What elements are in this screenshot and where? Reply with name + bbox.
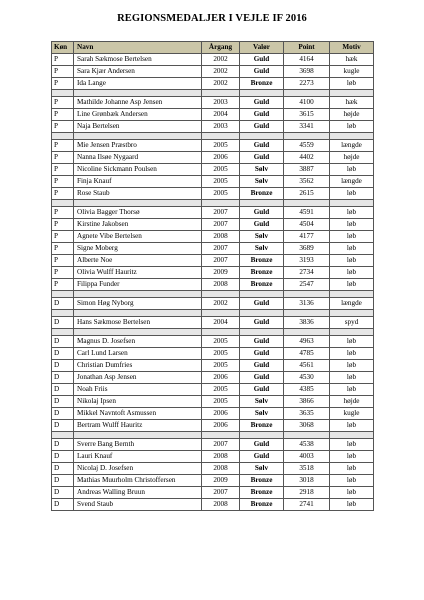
event-cell: kugle xyxy=(330,66,374,78)
kon-cell: P xyxy=(52,78,74,90)
table-row xyxy=(52,97,374,109)
kon-cell: D xyxy=(52,298,74,310)
spacer-cell xyxy=(284,329,330,336)
kon-cell: P xyxy=(52,121,74,133)
header-argang: Årgang xyxy=(202,42,240,54)
kon-cell: P xyxy=(52,54,74,66)
year-cell: 2008 xyxy=(202,499,240,511)
name-cell: Sverre Bang Bernth xyxy=(74,439,202,451)
header-kon: Køn xyxy=(52,42,74,54)
medal-cell: Guld xyxy=(240,372,284,384)
points-cell: 4559 xyxy=(284,140,330,152)
event-cell: løb xyxy=(330,219,374,231)
year-cell: 2002 xyxy=(202,66,240,78)
points-cell: 3018 xyxy=(284,475,330,487)
year-cell: 2002 xyxy=(202,298,240,310)
year-cell: 2007 xyxy=(202,207,240,219)
points-cell: 3615 xyxy=(284,109,330,121)
year-cell: 2005 xyxy=(202,384,240,396)
kon-cell: P xyxy=(52,164,74,176)
table-row xyxy=(52,152,374,164)
table-row xyxy=(52,243,374,255)
spacer-cell xyxy=(284,432,330,439)
spacer-cell xyxy=(52,310,74,317)
table-row xyxy=(52,121,374,133)
year-cell: 2005 xyxy=(202,176,240,188)
medal-cell: Guld xyxy=(240,317,284,329)
medal-cell: Bronze xyxy=(240,78,284,90)
event-cell: løb xyxy=(330,360,374,372)
spacer-cell xyxy=(330,329,374,336)
event-cell: løb xyxy=(330,78,374,90)
name-cell: Finja Knauf xyxy=(74,176,202,188)
document-title: REGIONSMEDALJER I VEJLE IF 2016 xyxy=(117,13,307,24)
medal-cell: Bronze xyxy=(240,499,284,511)
year-cell: 2006 xyxy=(202,420,240,432)
table-row xyxy=(52,475,374,487)
name-cell: Magnus D. Josefsen xyxy=(74,336,202,348)
medal-cell: Bronze xyxy=(240,487,284,499)
points-cell: 2741 xyxy=(284,499,330,511)
event-cell: løb xyxy=(330,207,374,219)
table-row xyxy=(52,219,374,231)
table-row xyxy=(52,499,374,511)
kon-cell: P xyxy=(52,279,74,291)
event-cell: løb xyxy=(330,188,374,200)
event-cell: løb xyxy=(330,336,374,348)
event-cell: løb xyxy=(330,164,374,176)
year-cell: 2003 xyxy=(202,121,240,133)
kon-cell: P xyxy=(52,109,74,121)
kon-cell: P xyxy=(52,97,74,109)
name-cell: Line Grønbæk Andersen xyxy=(74,109,202,121)
kon-cell: D xyxy=(52,372,74,384)
medal-cell: Guld xyxy=(240,97,284,109)
table-row xyxy=(52,372,374,384)
kon-cell: D xyxy=(52,396,74,408)
medal-cell: Guld xyxy=(240,207,284,219)
points-cell: 2273 xyxy=(284,78,330,90)
year-cell: 2007 xyxy=(202,243,240,255)
spacer-cell xyxy=(240,329,284,336)
medal-cell: Bronze xyxy=(240,188,284,200)
table-row xyxy=(52,164,374,176)
table-row xyxy=(52,207,374,219)
name-cell: Christian Dumfries xyxy=(74,360,202,372)
spacer-cell xyxy=(240,310,284,317)
table-row xyxy=(52,420,374,432)
spacer-cell xyxy=(240,200,284,207)
event-cell: løb xyxy=(330,463,374,475)
points-cell: 2918 xyxy=(284,487,330,499)
name-cell: Rose Staub xyxy=(74,188,202,200)
spacer-cell xyxy=(74,133,202,140)
points-cell: 3068 xyxy=(284,420,330,432)
kon-cell: D xyxy=(52,475,74,487)
table-row xyxy=(52,463,374,475)
name-cell: Naja Bertelsen xyxy=(74,121,202,133)
name-cell: Mikkel Navntoft Asmussen xyxy=(74,408,202,420)
spacer-cell xyxy=(284,310,330,317)
medal-cell: Guld xyxy=(240,219,284,231)
name-cell: Bertram Wulff Hauritz xyxy=(74,420,202,432)
table-row xyxy=(52,384,374,396)
points-cell: 4402 xyxy=(284,152,330,164)
table-row xyxy=(52,408,374,420)
name-cell: Signe Moberg xyxy=(74,243,202,255)
spacer-row xyxy=(52,200,374,207)
medal-cell: Guld xyxy=(240,298,284,310)
table-row xyxy=(52,279,374,291)
name-cell: Nicolaj D. Josefsen xyxy=(74,463,202,475)
spacer-cell xyxy=(74,90,202,97)
spacer-row xyxy=(52,90,374,97)
medal-cell: Guld xyxy=(240,348,284,360)
name-cell: Jonathan Asp Jensen xyxy=(74,372,202,384)
kon-cell: P xyxy=(52,267,74,279)
medal-cell: Sølv xyxy=(240,176,284,188)
table-row xyxy=(52,54,374,66)
name-cell: Mie Jensen Præstbro xyxy=(74,140,202,152)
points-cell: 3836 xyxy=(284,317,330,329)
event-cell: løb xyxy=(330,451,374,463)
medal-cell: Sølv xyxy=(240,408,284,420)
year-cell: 2009 xyxy=(202,475,240,487)
event-cell: løb xyxy=(330,255,374,267)
medal-cell: Sølv xyxy=(240,396,284,408)
header-motiv: Motiv xyxy=(330,42,374,54)
medal-cell: Guld xyxy=(240,140,284,152)
medal-cell: Guld xyxy=(240,152,284,164)
name-cell: Nanna Ilsøe Nygaard xyxy=(74,152,202,164)
points-cell: 2615 xyxy=(284,188,330,200)
name-cell: Hans Sækmose Bertelsen xyxy=(74,317,202,329)
table-row xyxy=(52,231,374,243)
medal-cell: Guld xyxy=(240,336,284,348)
kon-cell: P xyxy=(52,231,74,243)
kon-cell: P xyxy=(52,152,74,164)
year-cell: 2002 xyxy=(202,54,240,66)
kon-cell: P xyxy=(52,219,74,231)
spacer-cell xyxy=(240,90,284,97)
spacer-cell xyxy=(202,329,240,336)
medal-cell: Guld xyxy=(240,54,284,66)
table-row xyxy=(52,78,374,90)
name-cell: Andreas Walling Bruun xyxy=(74,487,202,499)
year-cell: 2006 xyxy=(202,372,240,384)
kon-cell: D xyxy=(52,360,74,372)
kon-cell: P xyxy=(52,188,74,200)
points-cell: 2547 xyxy=(284,279,330,291)
points-cell: 3518 xyxy=(284,463,330,475)
kon-cell: D xyxy=(52,463,74,475)
spacer-cell xyxy=(52,90,74,97)
points-cell: 3689 xyxy=(284,243,330,255)
spacer-cell xyxy=(74,200,202,207)
year-cell: 2006 xyxy=(202,408,240,420)
medal-cell: Bronze xyxy=(240,255,284,267)
spacer-cell xyxy=(330,291,374,298)
event-cell: spyd xyxy=(330,317,374,329)
name-cell: Nikolaj Ipsen xyxy=(74,396,202,408)
spacer-cell xyxy=(330,432,374,439)
points-cell: 4100 xyxy=(284,97,330,109)
points-cell: 4504 xyxy=(284,219,330,231)
event-cell: løb xyxy=(330,420,374,432)
medal-table xyxy=(51,41,374,511)
spacer-cell xyxy=(240,133,284,140)
kon-cell: D xyxy=(52,348,74,360)
spacer-cell xyxy=(52,291,74,298)
medal-cell: Guld xyxy=(240,66,284,78)
points-cell: 3698 xyxy=(284,66,330,78)
points-cell: 3341 xyxy=(284,121,330,133)
event-cell: løb xyxy=(330,121,374,133)
year-cell: 2008 xyxy=(202,231,240,243)
year-cell: 2005 xyxy=(202,348,240,360)
name-cell: Alberte Noe xyxy=(74,255,202,267)
year-cell: 2005 xyxy=(202,140,240,152)
header-valor: Valør xyxy=(240,42,284,54)
kon-cell: D xyxy=(52,336,74,348)
event-cell: hæk xyxy=(330,97,374,109)
points-cell: 4591 xyxy=(284,207,330,219)
spacer-row xyxy=(52,329,374,336)
kon-cell: P xyxy=(52,140,74,152)
table-row xyxy=(52,188,374,200)
spacer-cell xyxy=(52,329,74,336)
name-cell: Carl Lund Larsen xyxy=(74,348,202,360)
table-row xyxy=(52,317,374,329)
kon-cell: D xyxy=(52,487,74,499)
kon-cell: P xyxy=(52,207,74,219)
event-cell: højde xyxy=(330,152,374,164)
event-cell: løb xyxy=(330,372,374,384)
year-cell: 2005 xyxy=(202,188,240,200)
table-row xyxy=(52,396,374,408)
spacer-cell xyxy=(284,90,330,97)
medal-cell: Guld xyxy=(240,121,284,133)
points-cell: 4561 xyxy=(284,360,330,372)
points-cell: 4385 xyxy=(284,384,330,396)
header-point: Point xyxy=(284,42,330,54)
medal-cell: Sølv xyxy=(240,463,284,475)
event-cell: løb xyxy=(330,499,374,511)
table-row xyxy=(52,439,374,451)
name-cell: Sarah Sækmose Bertelsen xyxy=(74,54,202,66)
kon-cell: D xyxy=(52,420,74,432)
event-cell: løb xyxy=(330,231,374,243)
spacer-row xyxy=(52,291,374,298)
year-cell: 2008 xyxy=(202,279,240,291)
medal-cell: Guld xyxy=(240,384,284,396)
event-cell: højde xyxy=(330,109,374,121)
kon-cell: D xyxy=(52,499,74,511)
event-cell: løb xyxy=(330,487,374,499)
event-cell: højde xyxy=(330,396,374,408)
table-row xyxy=(52,255,374,267)
year-cell: 2009 xyxy=(202,267,240,279)
event-cell: løb xyxy=(330,243,374,255)
medal-cell: Bronze xyxy=(240,475,284,487)
name-cell: Sara Kjær Andersen xyxy=(74,66,202,78)
name-cell: Simon Høg Nyborg xyxy=(74,298,202,310)
name-cell: Svend Staub xyxy=(74,499,202,511)
event-cell: hæk xyxy=(330,54,374,66)
spacer-cell xyxy=(284,133,330,140)
kon-cell: P xyxy=(52,243,74,255)
table-row xyxy=(52,66,374,78)
name-cell: Kirstine Jakobsen xyxy=(74,219,202,231)
name-cell: Agnete Vibe Bertelsen xyxy=(74,231,202,243)
medal-cell: Bronze xyxy=(240,420,284,432)
table-row xyxy=(52,348,374,360)
table-header-row xyxy=(52,42,374,54)
spacer-cell xyxy=(284,291,330,298)
spacer-cell xyxy=(202,133,240,140)
event-cell: længde xyxy=(330,140,374,152)
event-cell: løb xyxy=(330,384,374,396)
spacer-row xyxy=(52,133,374,140)
spacer-cell xyxy=(330,133,374,140)
name-cell: Olivia Bagger Thorsø xyxy=(74,207,202,219)
name-cell: Mathilde Johanne Asp Jensen xyxy=(74,97,202,109)
table-row xyxy=(52,360,374,372)
year-cell: 2005 xyxy=(202,360,240,372)
event-cell: løb xyxy=(330,348,374,360)
name-cell: Mathias Muurholm Christoffersen xyxy=(74,475,202,487)
kon-cell: D xyxy=(52,439,74,451)
spacer-row xyxy=(52,310,374,317)
kon-cell: P xyxy=(52,176,74,188)
table-row xyxy=(52,267,374,279)
spacer-cell xyxy=(284,200,330,207)
table-row xyxy=(52,140,374,152)
medal-cell: Sølv xyxy=(240,231,284,243)
spacer-cell xyxy=(74,310,202,317)
points-cell: 3887 xyxy=(284,164,330,176)
table-row xyxy=(52,487,374,499)
year-cell: 2007 xyxy=(202,255,240,267)
year-cell: 2006 xyxy=(202,152,240,164)
table-row xyxy=(52,451,374,463)
points-cell: 2734 xyxy=(284,267,330,279)
medal-cell: Bronze xyxy=(240,267,284,279)
year-cell: 2002 xyxy=(202,78,240,90)
spacer-cell xyxy=(74,291,202,298)
spacer-cell xyxy=(52,200,74,207)
points-cell: 3635 xyxy=(284,408,330,420)
medal-cell: Sølv xyxy=(240,243,284,255)
medal-cell: Bronze xyxy=(240,279,284,291)
table-row xyxy=(52,109,374,121)
event-cell: løb xyxy=(330,279,374,291)
kon-cell: P xyxy=(52,66,74,78)
name-cell: Nicoline Sickmann Poulsen xyxy=(74,164,202,176)
spacer-row xyxy=(52,432,374,439)
table-row xyxy=(52,298,374,310)
name-cell: Olivia Wulff Hauritz xyxy=(74,267,202,279)
event-cell: løb xyxy=(330,475,374,487)
points-cell: 4164 xyxy=(284,54,330,66)
name-cell: Ida Lange xyxy=(74,78,202,90)
spacer-cell xyxy=(330,310,374,317)
medal-cell: Sølv xyxy=(240,164,284,176)
kon-cell: D xyxy=(52,317,74,329)
event-cell: kugle xyxy=(330,408,374,420)
event-cell: længde xyxy=(330,176,374,188)
name-cell: Filippa Funder xyxy=(74,279,202,291)
year-cell: 2007 xyxy=(202,219,240,231)
spacer-cell xyxy=(202,432,240,439)
points-cell: 4003 xyxy=(284,451,330,463)
spacer-cell xyxy=(240,432,284,439)
points-cell: 3193 xyxy=(284,255,330,267)
year-cell: 2007 xyxy=(202,487,240,499)
spacer-cell xyxy=(74,329,202,336)
medal-cell: Guld xyxy=(240,360,284,372)
event-cell: løb xyxy=(330,267,374,279)
year-cell: 2004 xyxy=(202,317,240,329)
kon-cell: D xyxy=(52,384,74,396)
year-cell: 2005 xyxy=(202,336,240,348)
points-cell: 3562 xyxy=(284,176,330,188)
spacer-cell xyxy=(202,291,240,298)
table-row xyxy=(52,336,374,348)
year-cell: 2005 xyxy=(202,164,240,176)
spacer-cell xyxy=(202,200,240,207)
points-cell: 3136 xyxy=(284,298,330,310)
name-cell: Lauri Knauf xyxy=(74,451,202,463)
points-cell: 4530 xyxy=(284,372,330,384)
medal-cell: Guld xyxy=(240,451,284,463)
event-cell: løb xyxy=(330,439,374,451)
year-cell: 2008 xyxy=(202,451,240,463)
spacer-cell xyxy=(330,200,374,207)
kon-cell: D xyxy=(52,451,74,463)
points-cell: 4538 xyxy=(284,439,330,451)
spacer-cell xyxy=(52,133,74,140)
kon-cell: D xyxy=(52,408,74,420)
points-cell: 4963 xyxy=(284,336,330,348)
spacer-cell xyxy=(240,291,284,298)
spacer-cell xyxy=(202,90,240,97)
spacer-cell xyxy=(202,310,240,317)
points-cell: 4177 xyxy=(284,231,330,243)
header-navn: Navn xyxy=(74,42,202,54)
year-cell: 2003 xyxy=(202,97,240,109)
table-row xyxy=(52,176,374,188)
spacer-cell xyxy=(52,432,74,439)
medal-cell: Guld xyxy=(240,109,284,121)
kon-cell: P xyxy=(52,255,74,267)
spacer-cell xyxy=(74,432,202,439)
name-cell: Noah Friis xyxy=(74,384,202,396)
medal-cell: Guld xyxy=(240,439,284,451)
event-cell: længde xyxy=(330,298,374,310)
year-cell: 2005 xyxy=(202,396,240,408)
year-cell: 2008 xyxy=(202,463,240,475)
year-cell: 2004 xyxy=(202,109,240,121)
spacer-cell xyxy=(330,90,374,97)
year-cell: 2007 xyxy=(202,439,240,451)
points-cell: 4785 xyxy=(284,348,330,360)
points-cell: 3866 xyxy=(284,396,330,408)
